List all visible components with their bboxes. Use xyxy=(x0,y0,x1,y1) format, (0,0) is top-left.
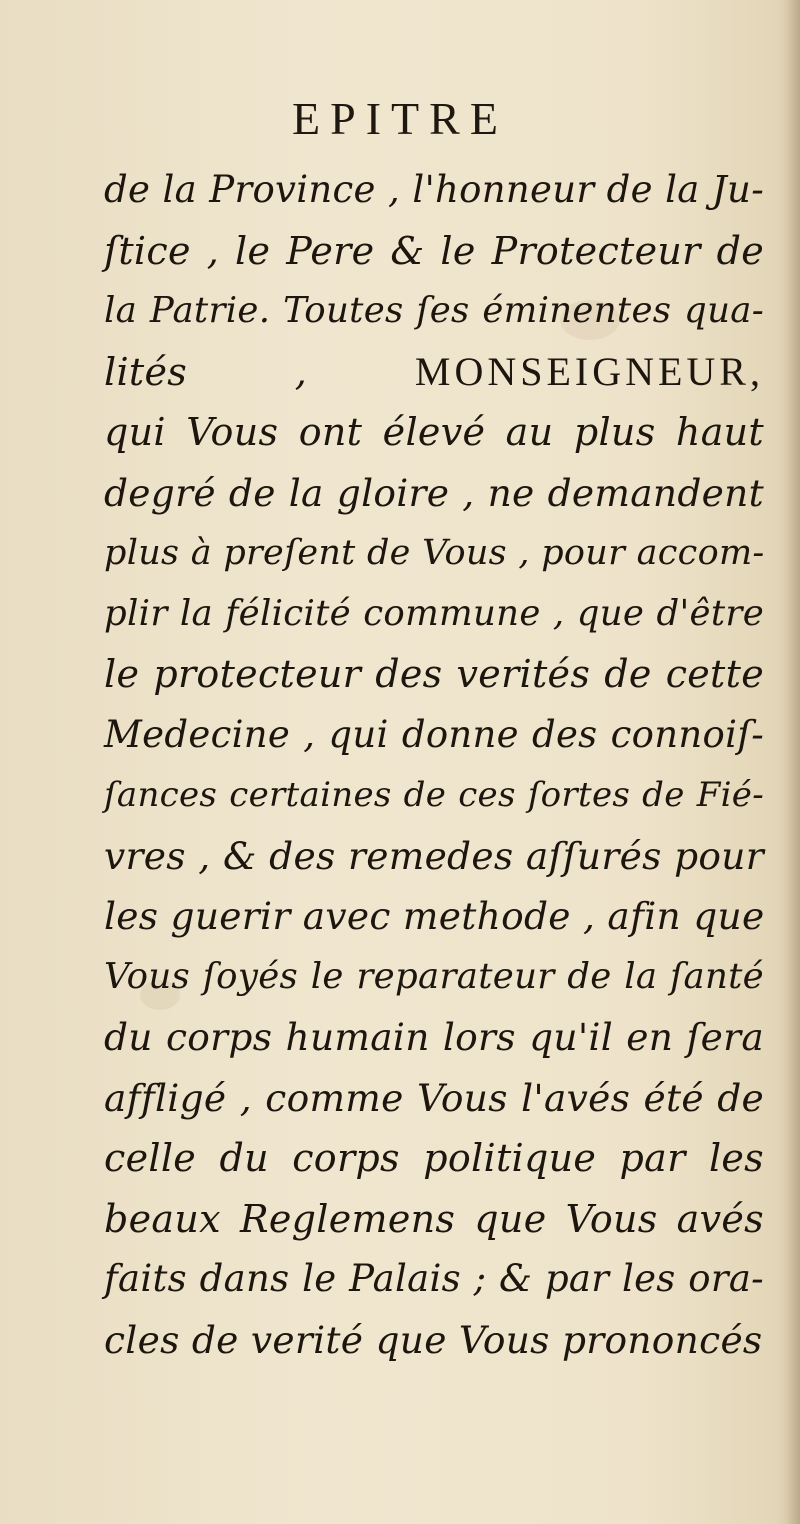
text-line: ſtice , le Pere & le Protecteur de xyxy=(104,228,764,273)
text-line: beaux Reglemens que Vous avés xyxy=(104,1196,764,1241)
page-edge-shadow xyxy=(786,0,800,1524)
text-line: degré de la gloire , ne demandent xyxy=(104,470,764,515)
text-line: de la Province , l'honneur de la Ju- xyxy=(104,168,764,211)
text-line: faits dans le Palais ; & par les ora- xyxy=(104,1257,764,1300)
text-line: qui Vous ont élevé au plus haut xyxy=(104,410,764,454)
text-line: cles de verité que Vous prononcés xyxy=(104,1317,763,1362)
text-line: plus à preſent de Vous , pour accom- xyxy=(104,533,765,573)
text-line: affligé , comme Vous l'avés été de xyxy=(104,1075,764,1120)
text-line: Vous ſoyés le reparateur de la ſanté xyxy=(104,955,764,997)
text-line: vres , & des remedes aſſurés pour xyxy=(104,833,764,878)
text-line-start: lités , xyxy=(104,349,308,394)
text-line: celle du corps politique par les xyxy=(104,1136,764,1180)
text-line-salutation xyxy=(104,342,764,403)
text-line: le protecteur des verités de cette xyxy=(104,652,764,696)
page-header: EPITRE xyxy=(292,93,508,144)
text-line: la Patrie. Toutes ſes éminentes qua- xyxy=(104,290,764,331)
salutation: MONSEIGNEUR, xyxy=(414,348,764,394)
text-line: les guerir avec methode , afin que xyxy=(104,894,765,938)
text-line: ſances certaines de ces ſortes de Fié- xyxy=(104,775,764,815)
text-line: plir la félicité commune , que d'être xyxy=(104,592,764,634)
epistle-text xyxy=(104,160,764,1370)
text-line: Medecine , qui donne des connoiſ- xyxy=(104,712,764,756)
text-line: du corps humain lors qu'il en ſera xyxy=(104,1015,764,1059)
